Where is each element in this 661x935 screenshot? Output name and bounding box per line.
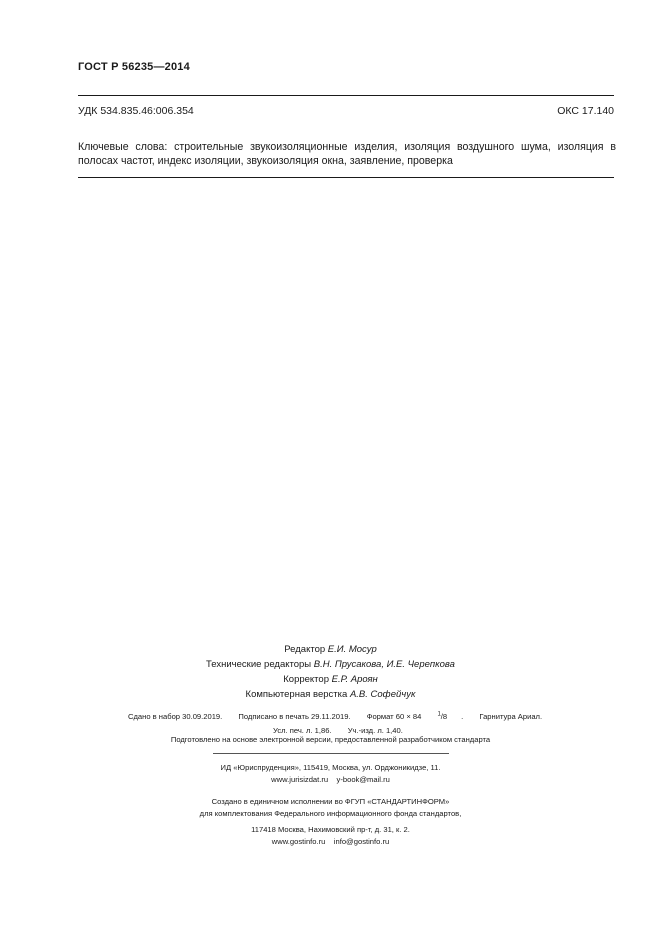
credit-label: Компьютерная верстка [245, 689, 348, 700]
creator-contacts: www.gostinfo.ru info@gostinfo.ru [271, 837, 390, 846]
typeface: Гарнитура Ариал. [479, 711, 543, 721]
signed-date: Подписано в печать 29.11.2019. [238, 711, 351, 721]
credit-name: Е.Р. Ароян [331, 674, 378, 685]
credit-layout [0, 687, 661, 702]
credit-tech-editors [0, 657, 661, 672]
udk-code: УДК 534.835.46:006.354 [78, 105, 194, 117]
credits-block [0, 642, 661, 702]
creator-address: 117418 Москва, Нахимовский пр-т, д. 31, к. 2. [251, 825, 410, 834]
keywords-divider [78, 177, 614, 178]
format-denominator: /8 [440, 711, 448, 721]
format-numerator: 1 [437, 711, 441, 717]
paper-format: Формат 60 × 84 $^1$/8 . [366, 711, 464, 721]
top-divider [78, 95, 614, 96]
credit-name: В.Н. Прусакова, И.Е. Черепкова [313, 659, 455, 670]
publisher-address: ИД «Юриспруденция», 115419, Москва, ул. Орджоникидзе, 11. [220, 763, 441, 772]
credit-name: А.В. Софейчук [349, 689, 416, 700]
credit-name: Е.И. Мосур [327, 644, 377, 655]
credit-editor [0, 642, 661, 657]
creator-note: Создано в единичном исполнении во ФГУП «СТАНДАРТИНФОРМ» [211, 797, 450, 806]
sent-date: Сдано в набор 30.09.2019. [128, 711, 223, 721]
format-prefix: Формат 60 × 84 [366, 711, 422, 721]
credit-label: Технические редакторы [206, 659, 312, 670]
publisher-block [0, 762, 661, 848]
edition-sheets: Уч.-изд. л. 1,40. [347, 725, 403, 735]
fund-note: для комплектования Федерального информационного фонда стандартов, [199, 809, 462, 818]
publisher-contacts: www.jurisizdat.ru y-book@mail.ru [271, 775, 390, 784]
printed-sheets: Усл. печ. л. 1,86. [273, 725, 332, 735]
keywords-paragraph: Ключевые слова: строительные звукоизоляционные изделия, изоляция воздушного шума, изоляция в полосах частот, индекс изоляции, звукоизоляция окна, заявление, проверка [78, 141, 616, 167]
credit-label: Корректор [283, 674, 329, 685]
credit-label: Редактор [284, 644, 326, 655]
oks-code: ОКС 17.140 [557, 105, 614, 117]
prepared-note: Подготовлено на основе электронной версии, предоставленной разработчиком стандарта [170, 735, 491, 744]
document-code: ГОСТ Р 56235—2014 [78, 61, 190, 73]
print-info [128, 707, 578, 738]
publisher-divider [213, 753, 449, 754]
credit-proofreader [0, 672, 661, 687]
